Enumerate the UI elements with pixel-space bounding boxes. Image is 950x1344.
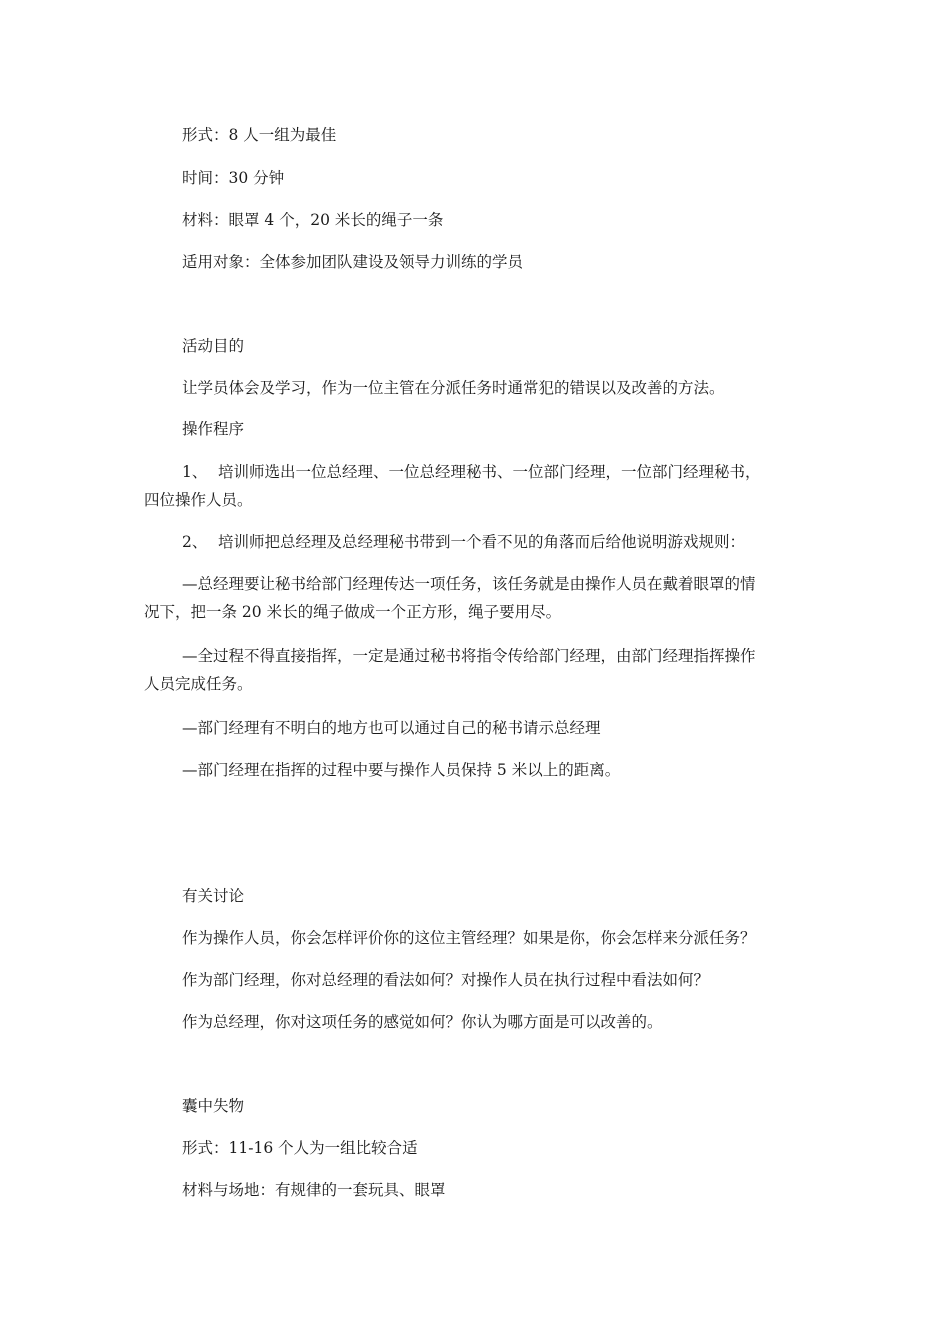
time-line: 时间：30 分钟 (182, 169, 285, 187)
rule-2-continuation: 人员完成任务。 (144, 675, 253, 693)
step-1-text: 培训师选出一位总经理、一位总经理秘书、一位部门经理，一位部门经理秘书， (218, 463, 761, 481)
goal-heading: 活动目的 (182, 337, 245, 355)
form-line: 形式：8 人一组为最佳 (182, 126, 337, 144)
discussion-heading: 有关讨论 (182, 887, 245, 905)
audience-line: 适用对象：全体参加团队建设及领导力训练的学员 (182, 253, 524, 271)
rule-2: —全过程不得直接指挥，一定是通过秘书将指令传给部门经理，由部门经理指挥操作 (182, 647, 756, 665)
rule-4: —部门经理在指挥的过程中要与操作人员保持 5 米以上的距离。 (182, 761, 621, 779)
discussion-question-2: 作为部门经理，你对总经理的看法如何？对操作人员在执行过程中看法如何？ (182, 971, 710, 989)
step-2 (182, 532, 745, 552)
step-2-number: 2、 (182, 533, 208, 551)
discussion-question-1: 作为操作人员，你会怎样评价你的这位主管经理？如果是你，你会怎样来分派任务？ (182, 929, 756, 947)
rule-3: —部门经理有不明白的地方也可以通过自己的秘书请示总经理 (182, 719, 601, 737)
goal-text: 让学员体会及学习，作为一位主管在分派任务时通常犯的错误以及改善的方法。 (182, 379, 725, 397)
rule-1: —总经理要让秘书给部门经理传达一项任务，该任务就是由操作人员在戴着眼罩的情 (182, 575, 756, 593)
procedure-heading: 操作程序 (182, 420, 245, 438)
discussion-question-3: 作为总经理，你对这项任务的感觉如何？你认为哪方面是可以改善的。 (182, 1013, 663, 1031)
game2-materials-line: 材料与场地：有规律的一套玩具、眼罩 (182, 1181, 446, 1199)
game2-form-line: 形式：11-16 个人为一组比较合适 (182, 1139, 418, 1157)
step-1-number: 1、 (182, 463, 208, 481)
step-1-continuation: 四位操作人员。 (144, 491, 253, 509)
rule-1-continuation: 况下，把一条 20 米长的绳子做成一个正方形，绳子要用尽。 (144, 603, 562, 621)
materials-line: 材料：眼罩 4 个，20 米长的绳子一条 (182, 211, 444, 229)
game2-heading: 囊中失物 (182, 1097, 245, 1115)
step-2-text: 培训师把总经理及总经理秘书带到一个看不见的角落而后给他说明游戏规则： (218, 533, 746, 551)
step-1 (182, 462, 761, 482)
